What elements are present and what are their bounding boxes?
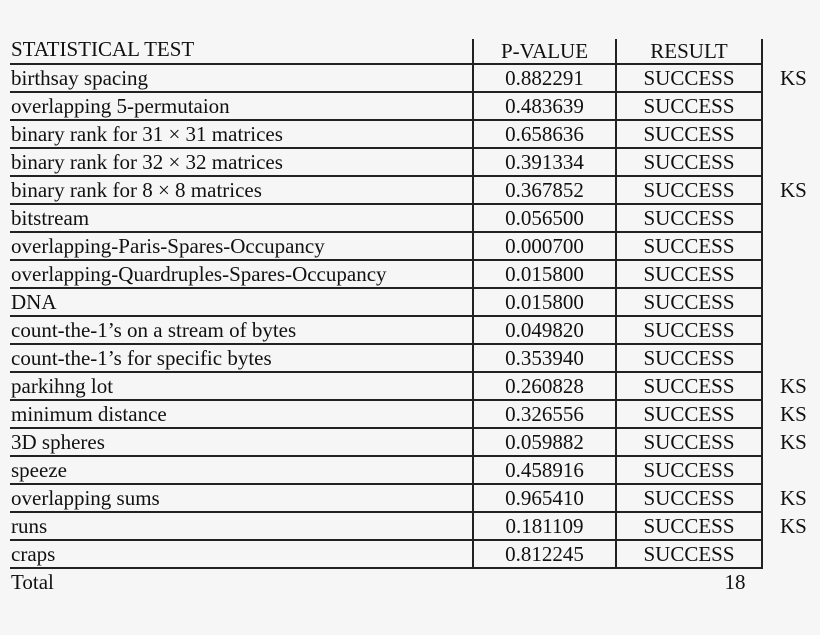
ks-note: KS <box>780 178 807 202</box>
test-name: parkihng lot <box>11 374 114 398</box>
test-name: 3D spheres <box>11 430 105 454</box>
test-name: bitstream <box>11 206 90 230</box>
table-row <box>10 429 807 457</box>
test-name: minimum distance <box>11 402 167 426</box>
ks-note: KS <box>780 514 807 538</box>
result: SUCCESS <box>615 541 763 569</box>
test-name: overlapping-Quardruples-Spares-Occupancy <box>11 262 387 286</box>
result: SUCCESS <box>615 65 763 93</box>
p-value: 0.049820 <box>472 317 615 345</box>
p-value: 0.658636 <box>472 121 615 149</box>
result: SUCCESS <box>615 373 763 401</box>
p-value: 0.059882 <box>472 429 615 457</box>
table-row <box>10 457 763 485</box>
result: SUCCESS <box>615 429 763 457</box>
total-label: Total <box>11 570 54 594</box>
table-row <box>10 401 807 429</box>
table-total-row <box>10 569 763 597</box>
test-name: binary rank for 31 × 31 matrices <box>11 122 283 146</box>
result: SUCCESS <box>615 401 763 429</box>
ks-note: KS <box>780 374 807 398</box>
result: SUCCESS <box>615 233 763 261</box>
table-row <box>10 261 763 289</box>
result: SUCCESS <box>615 485 763 513</box>
p-value: 0.015800 <box>472 261 615 289</box>
test-name: speeze <box>11 458 67 482</box>
test-name: count-the-1’s for specific bytes <box>11 346 272 370</box>
statistical-test-table <box>10 37 807 597</box>
p-value: 0.965410 <box>472 485 615 513</box>
p-value: 0.483639 <box>472 93 615 121</box>
table-row <box>10 345 763 373</box>
p-value: 0.000700 <box>472 233 615 261</box>
table-row <box>10 513 807 541</box>
test-name: binary rank for 32 × 32 matrices <box>11 150 283 174</box>
header-result: RESULT <box>615 39 763 67</box>
result: SUCCESS <box>615 205 763 233</box>
table-row <box>10 485 807 513</box>
p-value: 0.326556 <box>472 401 615 429</box>
test-name: runs <box>11 514 48 538</box>
total-value: 18 <box>724 570 746 594</box>
result: SUCCESS <box>615 261 763 289</box>
ks-note: KS <box>780 486 807 510</box>
table-header-row <box>10 37 763 65</box>
result: SUCCESS <box>615 121 763 149</box>
p-value: 0.812245 <box>472 541 615 569</box>
table-row <box>10 233 763 261</box>
p-value: 0.391334 <box>472 149 615 177</box>
table-row <box>10 149 763 177</box>
test-name: craps <box>11 542 56 566</box>
result: SUCCESS <box>615 149 763 177</box>
table-row <box>10 317 763 345</box>
p-value: 0.181109 <box>472 513 615 541</box>
table-row <box>10 373 807 401</box>
result: SUCCESS <box>615 513 763 541</box>
test-name: binary rank for 8 × 8 matrices <box>11 178 262 202</box>
header-p-value: P-VALUE <box>472 39 615 67</box>
table-row <box>10 177 807 205</box>
result: SUCCESS <box>615 317 763 345</box>
ks-note: KS <box>780 430 807 454</box>
test-name: count-the-1’s on a stream of bytes <box>11 318 297 342</box>
p-value: 0.015800 <box>472 289 615 317</box>
result: SUCCESS <box>615 289 763 317</box>
test-name: overlapping 5-permutaion <box>11 94 230 118</box>
table-row <box>10 289 763 317</box>
table-row <box>10 205 763 233</box>
result: SUCCESS <box>615 345 763 373</box>
p-value: 0.056500 <box>472 205 615 233</box>
p-value: 0.458916 <box>472 457 615 485</box>
test-name: overlapping sums <box>11 486 160 510</box>
test-name: birthsay spacing <box>11 66 149 90</box>
table-row <box>10 65 807 93</box>
result: SUCCESS <box>615 177 763 205</box>
header-statistical-test: STATISTICAL TEST <box>11 37 195 61</box>
p-value: 0.260828 <box>472 373 615 401</box>
table-row <box>10 93 763 121</box>
result: SUCCESS <box>615 93 763 121</box>
test-name: overlapping-Paris-Spares-Occupancy <box>11 234 325 258</box>
table-row <box>10 541 763 569</box>
p-value: 0.367852 <box>472 177 615 205</box>
test-name: DNA <box>11 290 57 314</box>
ks-note: KS <box>780 66 807 90</box>
table-row <box>10 121 763 149</box>
result: SUCCESS <box>615 457 763 485</box>
ks-note: KS <box>780 402 807 426</box>
p-value: 0.882291 <box>472 65 615 93</box>
p-value: 0.353940 <box>472 345 615 373</box>
